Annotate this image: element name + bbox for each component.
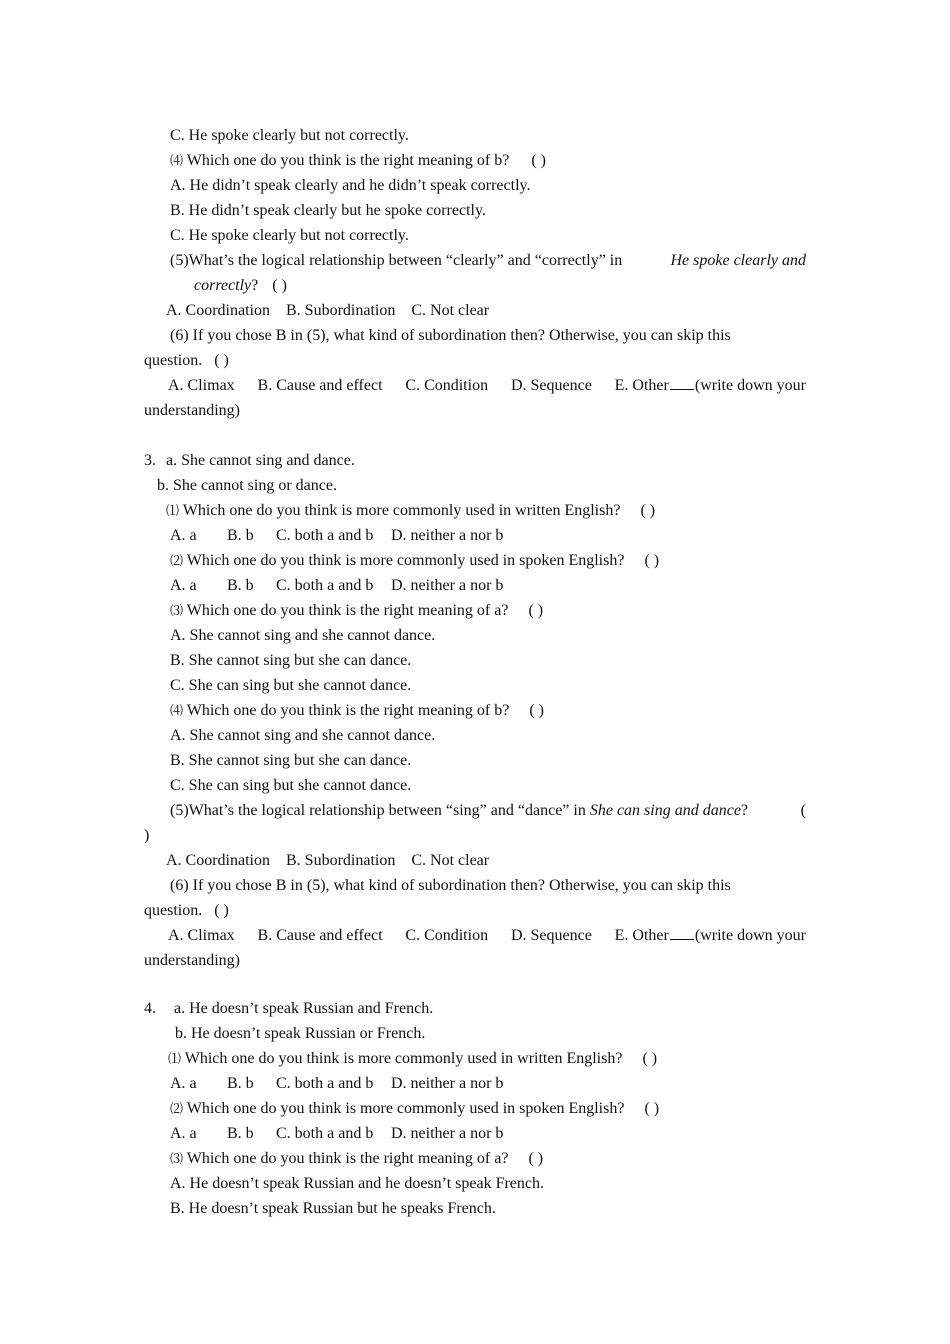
q3-sub3-option-c: C. She can sing but she cannot dance.: [170, 677, 412, 694]
q3-sub5-option-b: B. Subordination: [286, 852, 396, 869]
q4-sub1-text: Which one do you think is more commonly used in written English?: [184, 1050, 623, 1067]
q3-sub5-italic: She can sing and dance: [589, 802, 741, 819]
q2-sub4-text: Which one do you think is the right meaning of b?: [186, 152, 510, 169]
q2-sub6-line1: [170, 325, 806, 347]
q3-sub5-option-c: C. Not clear: [411, 852, 490, 869]
q3-sub6-write-text: (write down your: [694, 927, 806, 944]
q3-number: 3.: [144, 452, 156, 469]
q3-sub2-option-c: C. both a and b: [276, 577, 374, 594]
q3-sub4-text: Which one do you think is the right meaning of b?: [186, 702, 510, 719]
q2-sub5-answer-blank[interactable]: ( ): [272, 277, 287, 294]
q4-sub1-option-a: A. a: [170, 1075, 197, 1092]
q3-sub3: [170, 600, 543, 622]
q3-sub3-option-b: B. She cannot sing but she can dance.: [170, 652, 412, 669]
q3-sub5-paren-open[interactable]: (: [800, 802, 806, 819]
q4-sub3-number: ⑶: [170, 1151, 184, 1166]
q2-sub6-write-text: (write down your: [694, 377, 806, 394]
q3-sub3-number: ⑶: [170, 603, 184, 618]
q4-sub3-answer-blank[interactable]: ( ): [528, 1150, 544, 1167]
q2-sub6-option-b: B. Cause and effect: [257, 377, 383, 394]
q2-sub5-line2: [194, 275, 287, 297]
q3-sub5-line1: [170, 800, 806, 822]
q3-sub2-answer-blank[interactable]: ( ): [644, 552, 660, 569]
q2-sub6-option-d: D. Sequence: [510, 377, 592, 394]
q3-header: [144, 450, 355, 472]
q3-sub1-answer-blank[interactable]: ( ): [640, 502, 656, 519]
q3-sub4-option-c: C. She can sing but she cannot dance.: [170, 777, 412, 794]
q3-sub6-text-cont: question.: [144, 902, 203, 919]
q4-sub1-answer-blank[interactable]: ( ): [642, 1050, 658, 1067]
q3-sub1-text: Which one do you think is more commonly used in written English?: [182, 502, 621, 519]
q4-sub2-text: Which one do you think is more commonly used in spoken English?: [186, 1100, 625, 1117]
q2-sub5-text: (5)What’s the logical relationship between “clearly” and “correctly” in: [170, 252, 623, 269]
q3-sub5-option-a: A. Coordination: [166, 852, 270, 869]
q3-sub5-options: [166, 850, 489, 872]
q4-sub3-option-a: A. He doesn’t speak Russian and he doesn’t speak French.: [170, 1175, 544, 1192]
q3-sub2-option-a: A. a: [170, 577, 197, 594]
q4-sub1-options: [170, 1073, 503, 1095]
q4-sub1: [168, 1048, 657, 1070]
q2-sub4-option-b: B. He didn’t speak clearly but he spoke correctly.: [170, 202, 486, 219]
q3-sub6-text: (6) If you chose B in (5), what kind of subordination then? Otherwise, you can skip this: [170, 877, 731, 894]
q4-sub2-option-a: A. a: [170, 1125, 197, 1142]
q3-sub3-option-a: A. She cannot sing and she cannot dance.: [170, 627, 436, 644]
q2-prev-option-c: C. He spoke clearly but not correctly.: [170, 127, 409, 144]
q4-number: 4.: [144, 1000, 156, 1017]
q3-sub6-answer-blank[interactable]: ( ): [214, 902, 229, 919]
q3-sub1-number: ⑴: [166, 503, 180, 518]
q3-sub6-option-a: A. Climax: [168, 927, 235, 944]
q2-sub6-text: (6) If you chose B in (5), what kind of subordination then? Otherwise, you can skip this: [170, 327, 731, 344]
q3-sub1-option-a: A. a: [170, 527, 197, 544]
q3-sub1-option-b: B. b: [227, 527, 254, 544]
q3-sub5-text: (5)What’s the logical relationship between “sing” and “dance” in: [170, 802, 586, 819]
q2-sub4-option-c: C. He spoke clearly but not correctly.: [170, 227, 409, 244]
q2-sub5-option-c: C. Not clear: [411, 302, 490, 319]
q3-sub1-option-c: C. both a and b: [276, 527, 374, 544]
q3-sub2-option-d: D. neither a nor b: [391, 577, 504, 594]
q4-sub3-option-b: B. He doesn’t speak Russian but he speaks French.: [170, 1200, 496, 1217]
q2-sub6-write-blank[interactable]: [670, 375, 694, 390]
q2-sub6-option-c: C. Condition: [405, 377, 489, 394]
q3-sub5-paren-close[interactable]: ): [144, 827, 150, 844]
q4-sub1-option-b: B. b: [227, 1075, 254, 1092]
q2-sub6-line2: [144, 350, 229, 372]
q4-sub1-number: ⑴: [168, 1051, 182, 1066]
q3-sub2-options: [170, 575, 503, 597]
q3-sub2-option-b: B. b: [227, 577, 254, 594]
q3-sub4-option-a: A. She cannot sing and she cannot dance.: [170, 727, 436, 744]
q4-sub2-option-d: D. neither a nor b: [391, 1125, 504, 1142]
q3-sub2-text: Which one do you think is more commonly used in spoken English?: [186, 552, 625, 569]
q2-sub6-text-cont: question.: [144, 352, 203, 369]
q4-sub2-answer-blank[interactable]: ( ): [644, 1100, 660, 1117]
q4-sub3-text: Which one do you think is the right meaning of a?: [186, 1150, 509, 1167]
q2-sub4: [170, 150, 546, 172]
q3-sub5-question: [170, 800, 748, 822]
q3-sentence-b: b. She cannot sing or dance.: [157, 477, 337, 494]
q2-sub5-question-mark: ?: [251, 277, 259, 294]
q4-sentence-a: a. He doesn’t speak Russian and French.: [174, 1000, 434, 1017]
q3-sub1-option-d: D. neither a nor b: [391, 527, 504, 544]
q3-sub6-line1: [170, 875, 806, 897]
q4-sub2-number: ⑵: [170, 1101, 184, 1116]
q3-sub4-number: ⑷: [170, 703, 184, 718]
q3-sub2-number: ⑵: [170, 553, 184, 568]
q3-sub2: [170, 550, 659, 572]
q2-sub6-option-e: [615, 375, 806, 397]
q2-sub5-italic-part1: He spoke clearly and: [670, 252, 806, 269]
q3-sub6-option-d: D. Sequence: [510, 927, 592, 944]
q3-sub6-options: [168, 925, 806, 947]
q3-sub6-option-c: C. Condition: [405, 927, 489, 944]
q4-sub1-option-c: C. both a and b: [276, 1075, 374, 1092]
q2-sub5-option-b: B. Subordination: [286, 302, 396, 319]
q4-sentence-b: b. He doesn’t speak Russian or French.: [175, 1025, 426, 1042]
q2-sub5-italic-part2: correctly: [194, 277, 252, 294]
q3-sub4-answer-blank[interactable]: ( ): [529, 702, 544, 719]
q3-sub6-option-e-label: E. Other: [614, 927, 669, 944]
q4-sub1-option-d: D. neither a nor b: [391, 1075, 504, 1092]
q3-sentence-a: a. She cannot sing and dance.: [166, 452, 355, 469]
q3-sub1: [166, 500, 655, 522]
q3-sub6-write-blank[interactable]: [670, 925, 694, 940]
q2-sub6-option-a: A. Climax: [168, 377, 235, 394]
q3-sub6-understanding: understanding): [144, 952, 240, 969]
q4-sub3: [170, 1148, 543, 1170]
q3-sub6-option-e: [615, 925, 806, 947]
q4-sub2-option-c: C. both a and b: [276, 1125, 374, 1142]
q3-sub4-option-b: B. She cannot sing but she can dance.: [170, 752, 412, 769]
q2-sub4-answer-blank[interactable]: ( ): [531, 152, 546, 169]
q2-sub6-option-e-label: E. Other: [614, 377, 669, 394]
q3-sub6-line2: [144, 900, 229, 922]
q3-sub4: [170, 700, 544, 722]
q3-sub6-option-b: B. Cause and effect: [257, 927, 383, 944]
q2-sub4-number: ⑷: [170, 153, 184, 168]
q3-sub3-text: Which one do you think is the right meaning of a?: [186, 602, 509, 619]
q3-sub5-question-mark: ?: [740, 802, 749, 819]
q4-header: [144, 998, 433, 1020]
q2-sub4-option-a: A. He didn’t speak clearly and he didn’t speak correctly.: [170, 177, 531, 194]
q4-sub2: [170, 1098, 659, 1120]
q2-sub6-options: [168, 375, 806, 397]
q2-sub6-understanding: understanding): [144, 402, 240, 419]
q4-sub2-options: [170, 1123, 503, 1145]
q2-sub5-line1: [170, 250, 806, 272]
q2-sub5-options: [166, 300, 489, 322]
q4-sub2-option-b: B. b: [227, 1125, 254, 1142]
q3-sub3-answer-blank[interactable]: ( ): [528, 602, 544, 619]
q2-sub6-answer-blank[interactable]: ( ): [214, 352, 229, 369]
q3-sub1-options: [170, 525, 503, 547]
q2-sub5-option-a: A. Coordination: [166, 302, 270, 319]
